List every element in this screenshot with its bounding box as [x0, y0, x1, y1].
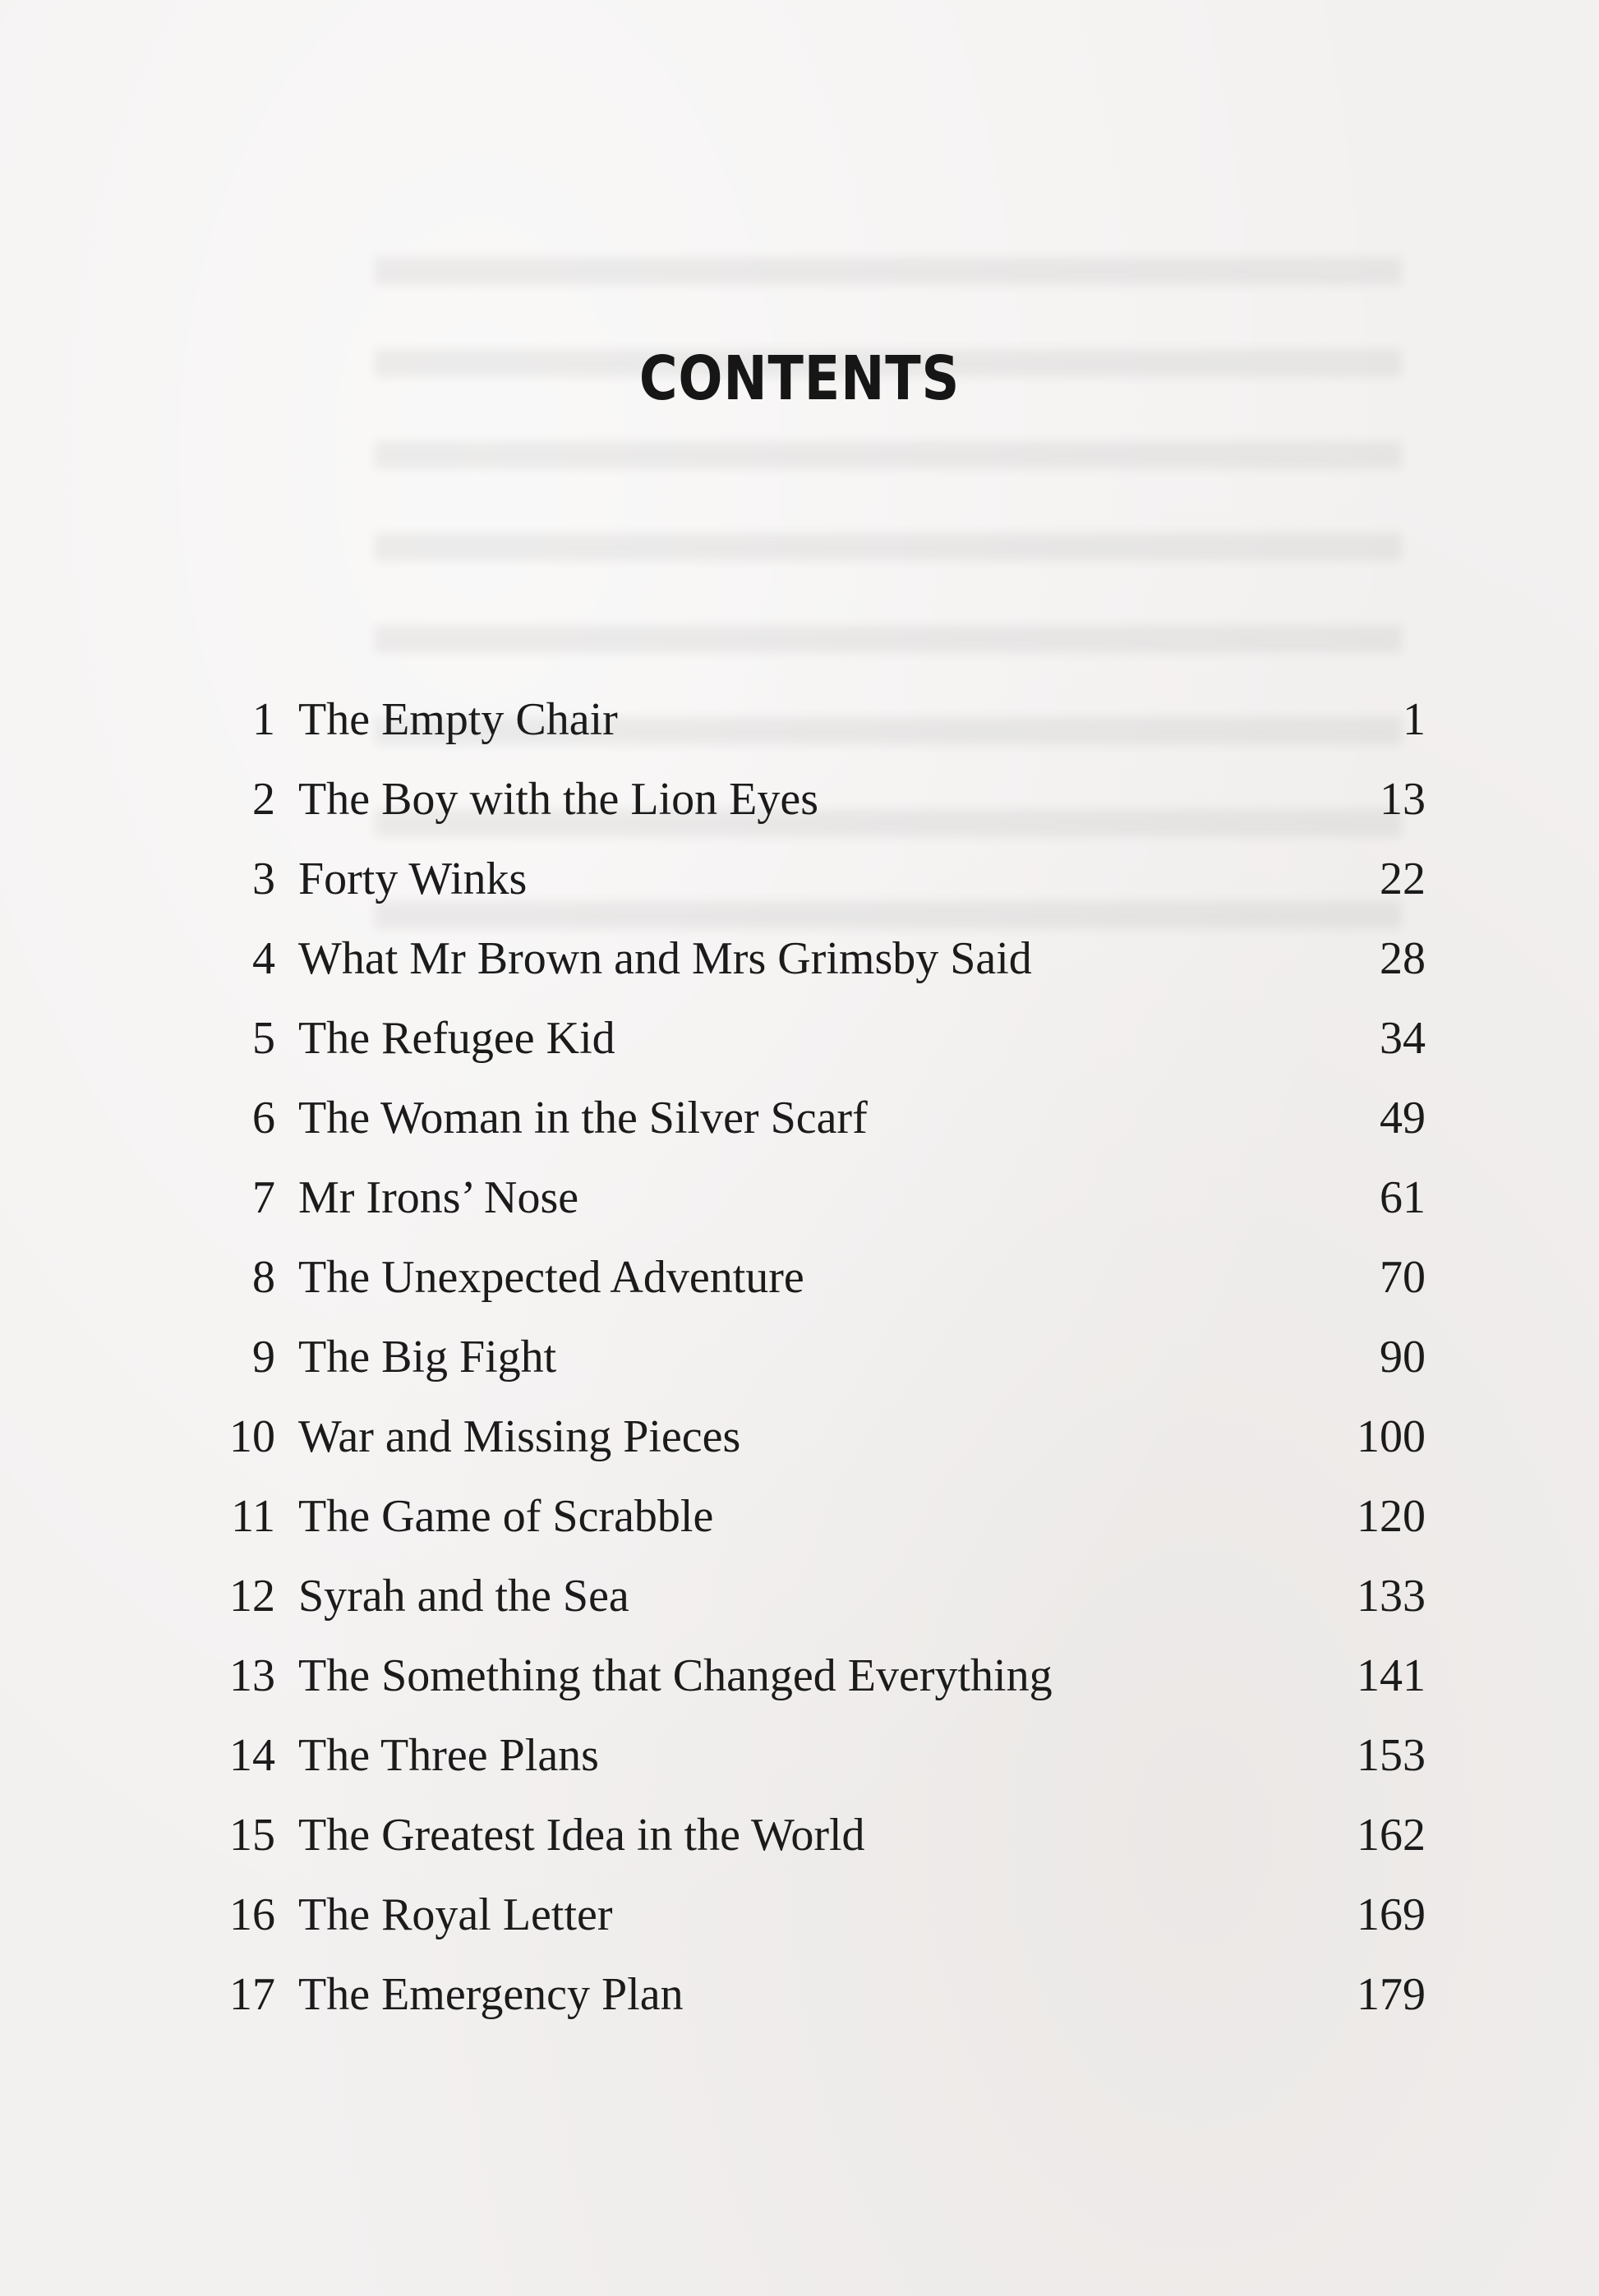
chapter-number: 2 — [252, 774, 275, 825]
chapter-page: 28 — [1380, 933, 1426, 984]
toc-entry — [193, 680, 1426, 760]
chapter-number: 9 — [252, 1332, 275, 1383]
chapter-page: 90 — [1380, 1332, 1426, 1383]
chapter-title: The Big Fight — [298, 1332, 557, 1383]
chapter-page: 49 — [1380, 1093, 1426, 1143]
chapter-page: 153 — [1357, 1730, 1426, 1781]
chapter-page: 141 — [1357, 1650, 1426, 1701]
chapter-page: 162 — [1357, 1810, 1426, 1861]
chapter-page: 13 — [1380, 774, 1426, 825]
toc-entry — [193, 1477, 1426, 1557]
toc-entry — [193, 840, 1426, 919]
toc-entry — [193, 999, 1426, 1079]
chapter-title: The Three Plans — [298, 1730, 599, 1781]
toc-entry — [193, 760, 1426, 840]
toc-entry — [193, 1079, 1426, 1158]
toc-entry — [193, 1636, 1426, 1716]
chapter-number: 14 — [229, 1730, 275, 1781]
chapter-number: 13 — [229, 1650, 275, 1701]
chapter-title: Mr Irons’ Nose — [298, 1172, 579, 1223]
chapter-title: The Greatest Idea in the World — [298, 1810, 865, 1861]
chapter-title: War and Missing Pieces — [298, 1411, 741, 1462]
chapter-title: The Unexpected Adventure — [298, 1252, 804, 1303]
chapter-title: The Emergency Plan — [298, 1969, 684, 2020]
toc-entry — [193, 1238, 1426, 1318]
chapter-number: 4 — [252, 933, 275, 984]
chapter-title: The Refugee Kid — [298, 1013, 615, 1064]
chapter-title: The Something that Changed Everything — [298, 1650, 1053, 1701]
toc-entry — [193, 1716, 1426, 1796]
chapter-page: 61 — [1380, 1172, 1426, 1223]
chapter-title: What Mr Brown and Mrs Grimsby Said — [298, 933, 1032, 984]
chapter-page: 1 — [1403, 694, 1426, 745]
chapter-number: 17 — [229, 1969, 275, 2020]
chapter-page: 133 — [1357, 1571, 1426, 1622]
toc-entry — [193, 1796, 1426, 1875]
chapter-number: 10 — [229, 1411, 275, 1462]
chapter-title: The Woman in the Silver Scarf — [298, 1093, 868, 1143]
chapter-page: 34 — [1380, 1013, 1426, 1064]
chapter-number: 7 — [252, 1172, 275, 1223]
toc-entry — [193, 1955, 1426, 2035]
toc-entry — [193, 1318, 1426, 1397]
toc-entry — [193, 1557, 1426, 1636]
page-title: CONTENTS — [638, 343, 961, 414]
chapter-number: 8 — [252, 1252, 275, 1303]
chapter-page: 22 — [1380, 854, 1426, 904]
chapter-title: Syrah and the Sea — [298, 1571, 629, 1622]
chapter-number: 12 — [229, 1571, 275, 1622]
chapter-number: 3 — [252, 854, 275, 904]
chapter-title: The Royal Letter — [298, 1889, 613, 1940]
chapter-title: The Game of Scrabble — [298, 1491, 714, 1542]
chapter-title: The Empty Chair — [298, 694, 618, 745]
table-of-contents — [193, 680, 1426, 2035]
chapter-title: The Boy with the Lion Eyes — [298, 774, 819, 825]
chapter-number: 1 — [252, 694, 275, 745]
toc-entry — [193, 1875, 1426, 1955]
toc-entry — [193, 919, 1426, 999]
chapter-number: 5 — [252, 1013, 275, 1064]
chapter-number: 11 — [231, 1491, 275, 1542]
chapter-page: 120 — [1357, 1491, 1426, 1542]
toc-entry — [193, 1158, 1426, 1238]
toc-entry — [193, 1397, 1426, 1477]
chapter-page: 169 — [1357, 1889, 1426, 1940]
chapter-number: 16 — [229, 1889, 275, 1940]
chapter-page: 100 — [1357, 1411, 1426, 1462]
chapter-page: 70 — [1380, 1252, 1426, 1303]
chapter-number: 6 — [252, 1093, 275, 1143]
chapter-title: Forty Winks — [298, 854, 528, 904]
chapter-page: 179 — [1357, 1969, 1426, 2020]
chapter-number: 15 — [229, 1810, 275, 1861]
